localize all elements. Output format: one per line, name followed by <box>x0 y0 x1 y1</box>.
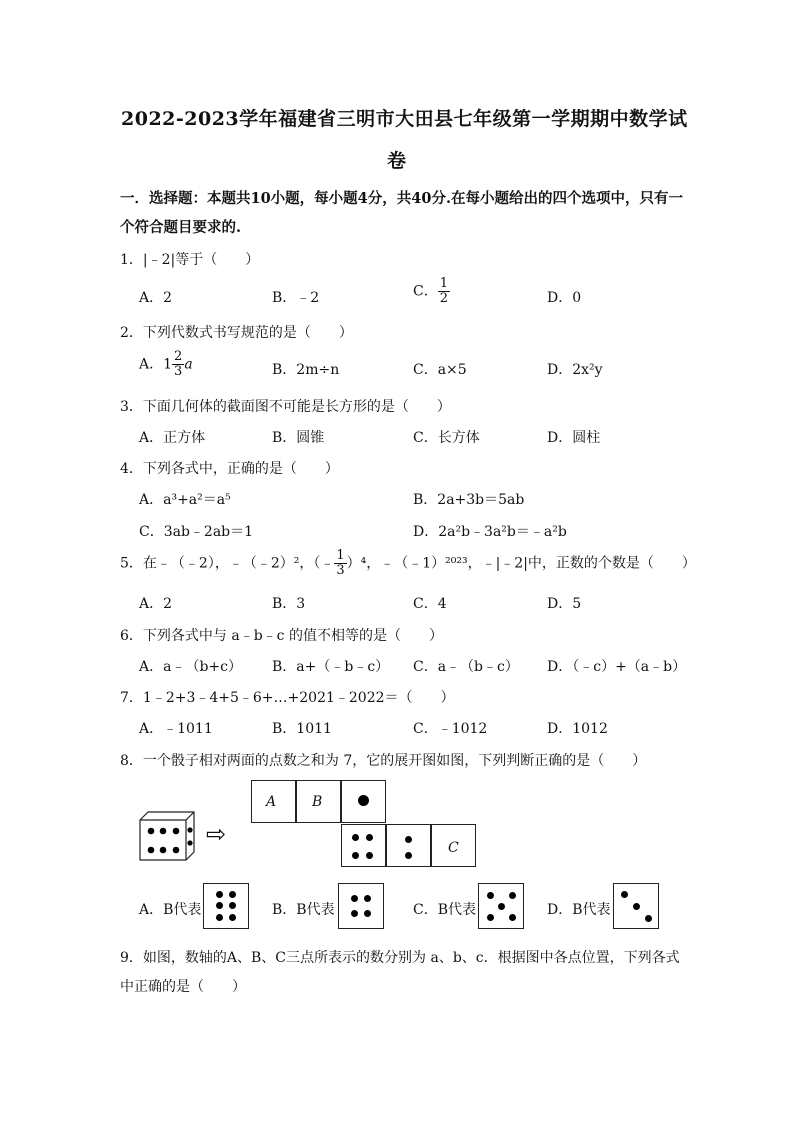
q2-stem: 2．下列代数式书写规范的是（ ） <box>120 325 353 341</box>
q9-stem-line1: 9．如图，数轴的A、B、C三点所表示的数分别为 a、b、c．根据图中各点位置，下列各式 <box>120 950 680 966</box>
q7-option-d: D．1012 <box>547 721 608 737</box>
die-pip <box>645 915 652 922</box>
q6-option-b: B．a+（﹣b﹣c） <box>272 659 390 675</box>
dice-3d-figure <box>138 810 196 862</box>
die-pip <box>364 895 371 902</box>
q8-option-a: A．B代表 <box>139 902 202 918</box>
q1-option-b: B．﹣2 <box>272 290 320 306</box>
q8-option-c-die <box>478 883 524 929</box>
q1-stem: 1．|﹣2|等于（ ） <box>120 252 260 268</box>
die-pip <box>229 891 236 898</box>
q5-stem <box>120 549 696 578</box>
die-pip <box>351 895 358 902</box>
net-pip <box>366 852 373 859</box>
die-pip <box>216 914 223 921</box>
q6-option-d: D．（﹣c）+（a﹣b） <box>547 659 687 675</box>
q8-option-b: B．B代表 <box>272 902 335 918</box>
arrow-icon: ⇨ <box>206 820 227 848</box>
die-pip <box>509 892 516 899</box>
die-pip <box>148 828 155 835</box>
q8-stem: 8．一个骰子相对两面的点数之和为 7，它的展开图如图，下列判断正确的是（ ） <box>120 753 647 769</box>
q4-option-d: D．2a²b﹣3a²b＝﹣a²b <box>413 524 567 540</box>
net-pip <box>352 852 359 859</box>
q8-option-c: C．B代表 <box>413 902 476 918</box>
die-pip <box>160 828 167 835</box>
q7-option-b: B．1011 <box>272 721 332 737</box>
q3-option-a: A．正方体 <box>139 430 206 446</box>
q6-option-a: A．a﹣（b+c） <box>139 659 242 675</box>
die-pip <box>364 910 371 917</box>
die-pip <box>509 914 516 921</box>
q9-stem-line2: 中正确的是（ ） <box>120 979 246 995</box>
die-pip <box>351 910 358 917</box>
net-pip <box>358 795 369 806</box>
q4-option-c: C．3ab﹣2ab＝1 <box>139 524 254 540</box>
q7-option-a: A．﹣1011 <box>139 721 213 737</box>
die-pip <box>498 903 505 910</box>
net-label-b: B <box>312 794 323 810</box>
net-label-c: C <box>448 840 459 856</box>
q5-numerator: 1 <box>336 548 345 563</box>
q2-a-prefix: A．1 <box>139 356 173 373</box>
q2-option-d: D．2x²y <box>547 362 603 378</box>
die-pip <box>173 828 180 835</box>
q5-option-c: C．4 <box>413 596 447 612</box>
q2-option-b: B．2m÷n <box>272 362 340 378</box>
q2-option-a <box>139 350 193 379</box>
q3-option-b: B．圆锥 <box>272 430 325 446</box>
q1-option-c-prefix: C． <box>413 283 438 300</box>
q5-option-a: A．2 <box>139 596 173 612</box>
net-cell-four-pips <box>341 824 386 867</box>
die-pip <box>216 891 223 898</box>
q2-option-c: C．a×5 <box>413 362 467 378</box>
page-title-line2: 卷 <box>387 150 407 172</box>
q6-option-c: C．a﹣（b﹣c） <box>413 659 519 675</box>
q1-c-denominator: 2 <box>439 291 448 306</box>
q1-option-a: A．2 <box>139 290 173 306</box>
section-heading-line1: 一．选择题：本题共10小题，每小题4分，共40分.在每小题给出的四个选项中，只有一 <box>120 190 683 207</box>
q2-a-variable: a <box>184 356 193 373</box>
die-side-pip <box>187 827 192 832</box>
q3-option-d: D．圆柱 <box>547 430 601 446</box>
die-pip <box>229 914 236 921</box>
page-title-line1: 2022-2023学年福建省三明市大田县七年级第一学期期中数学试 <box>121 108 688 130</box>
die-pip <box>229 902 236 909</box>
q2-a-fraction <box>172 350 184 379</box>
net-pip <box>405 836 412 843</box>
q1-option-d: D．0 <box>547 290 582 306</box>
q3-option-c: C．长方体 <box>413 430 480 446</box>
q8-option-b-die <box>338 883 384 929</box>
q1-option-c <box>413 277 450 306</box>
q4-stem: 4．下列各式中，正确的是（ ） <box>120 461 339 477</box>
q2-a-denominator: 3 <box>174 364 183 379</box>
q4-option-a: A．a³+a²＝a⁵ <box>139 492 231 508</box>
net-label-a: A <box>266 794 277 810</box>
die-pip <box>633 903 640 910</box>
q8-option-d-die <box>613 883 659 929</box>
q4-option-b: B．2a+3b＝5ab <box>413 492 525 508</box>
die-pip <box>173 847 180 854</box>
q1-option-c-fraction <box>438 277 450 306</box>
die-side-pip <box>187 840 192 845</box>
q8-option-d: D．B代表 <box>547 902 611 918</box>
q1-c-numerator: 1 <box>439 276 448 291</box>
die-pip <box>148 847 155 854</box>
die-pip <box>487 892 494 899</box>
die-pip <box>216 902 223 909</box>
net-pip <box>366 834 373 841</box>
q8-option-a-die <box>203 883 249 929</box>
q5-stem-a: 5．在﹣（﹣2），﹣（﹣2）²，（﹣ <box>120 555 335 572</box>
net-pip <box>352 834 359 841</box>
die-pip <box>621 891 628 898</box>
q7-stem: 7．1﹣2+3﹣4+5﹣6+…+2021﹣2022＝（ ） <box>120 690 455 706</box>
net-cell-two-pips <box>386 824 431 867</box>
q3-stem: 3．下面几何体的截面图不可能是长方形的是（ ） <box>120 399 451 415</box>
q2-a-numerator: 2 <box>174 349 183 364</box>
q7-option-c: C．﹣1012 <box>413 721 488 737</box>
q6-stem: 6．下列各式中与 a﹣b﹣c 的值不相等的是（ ） <box>120 628 443 644</box>
q5-fraction <box>334 549 346 578</box>
q5-option-b: B．3 <box>272 596 306 612</box>
q5-denominator: 3 <box>336 563 345 578</box>
q5-stem-b: ）⁴，﹣（﹣1）²⁰²³，﹣|﹣2|中，正数的个数是（ ） <box>346 555 696 572</box>
die-pip <box>487 914 494 921</box>
section-heading-line2: 个符合题目要求的. <box>120 219 242 236</box>
die-pip <box>160 847 167 854</box>
net-pip <box>405 852 412 859</box>
q5-option-d: D．5 <box>547 596 582 612</box>
